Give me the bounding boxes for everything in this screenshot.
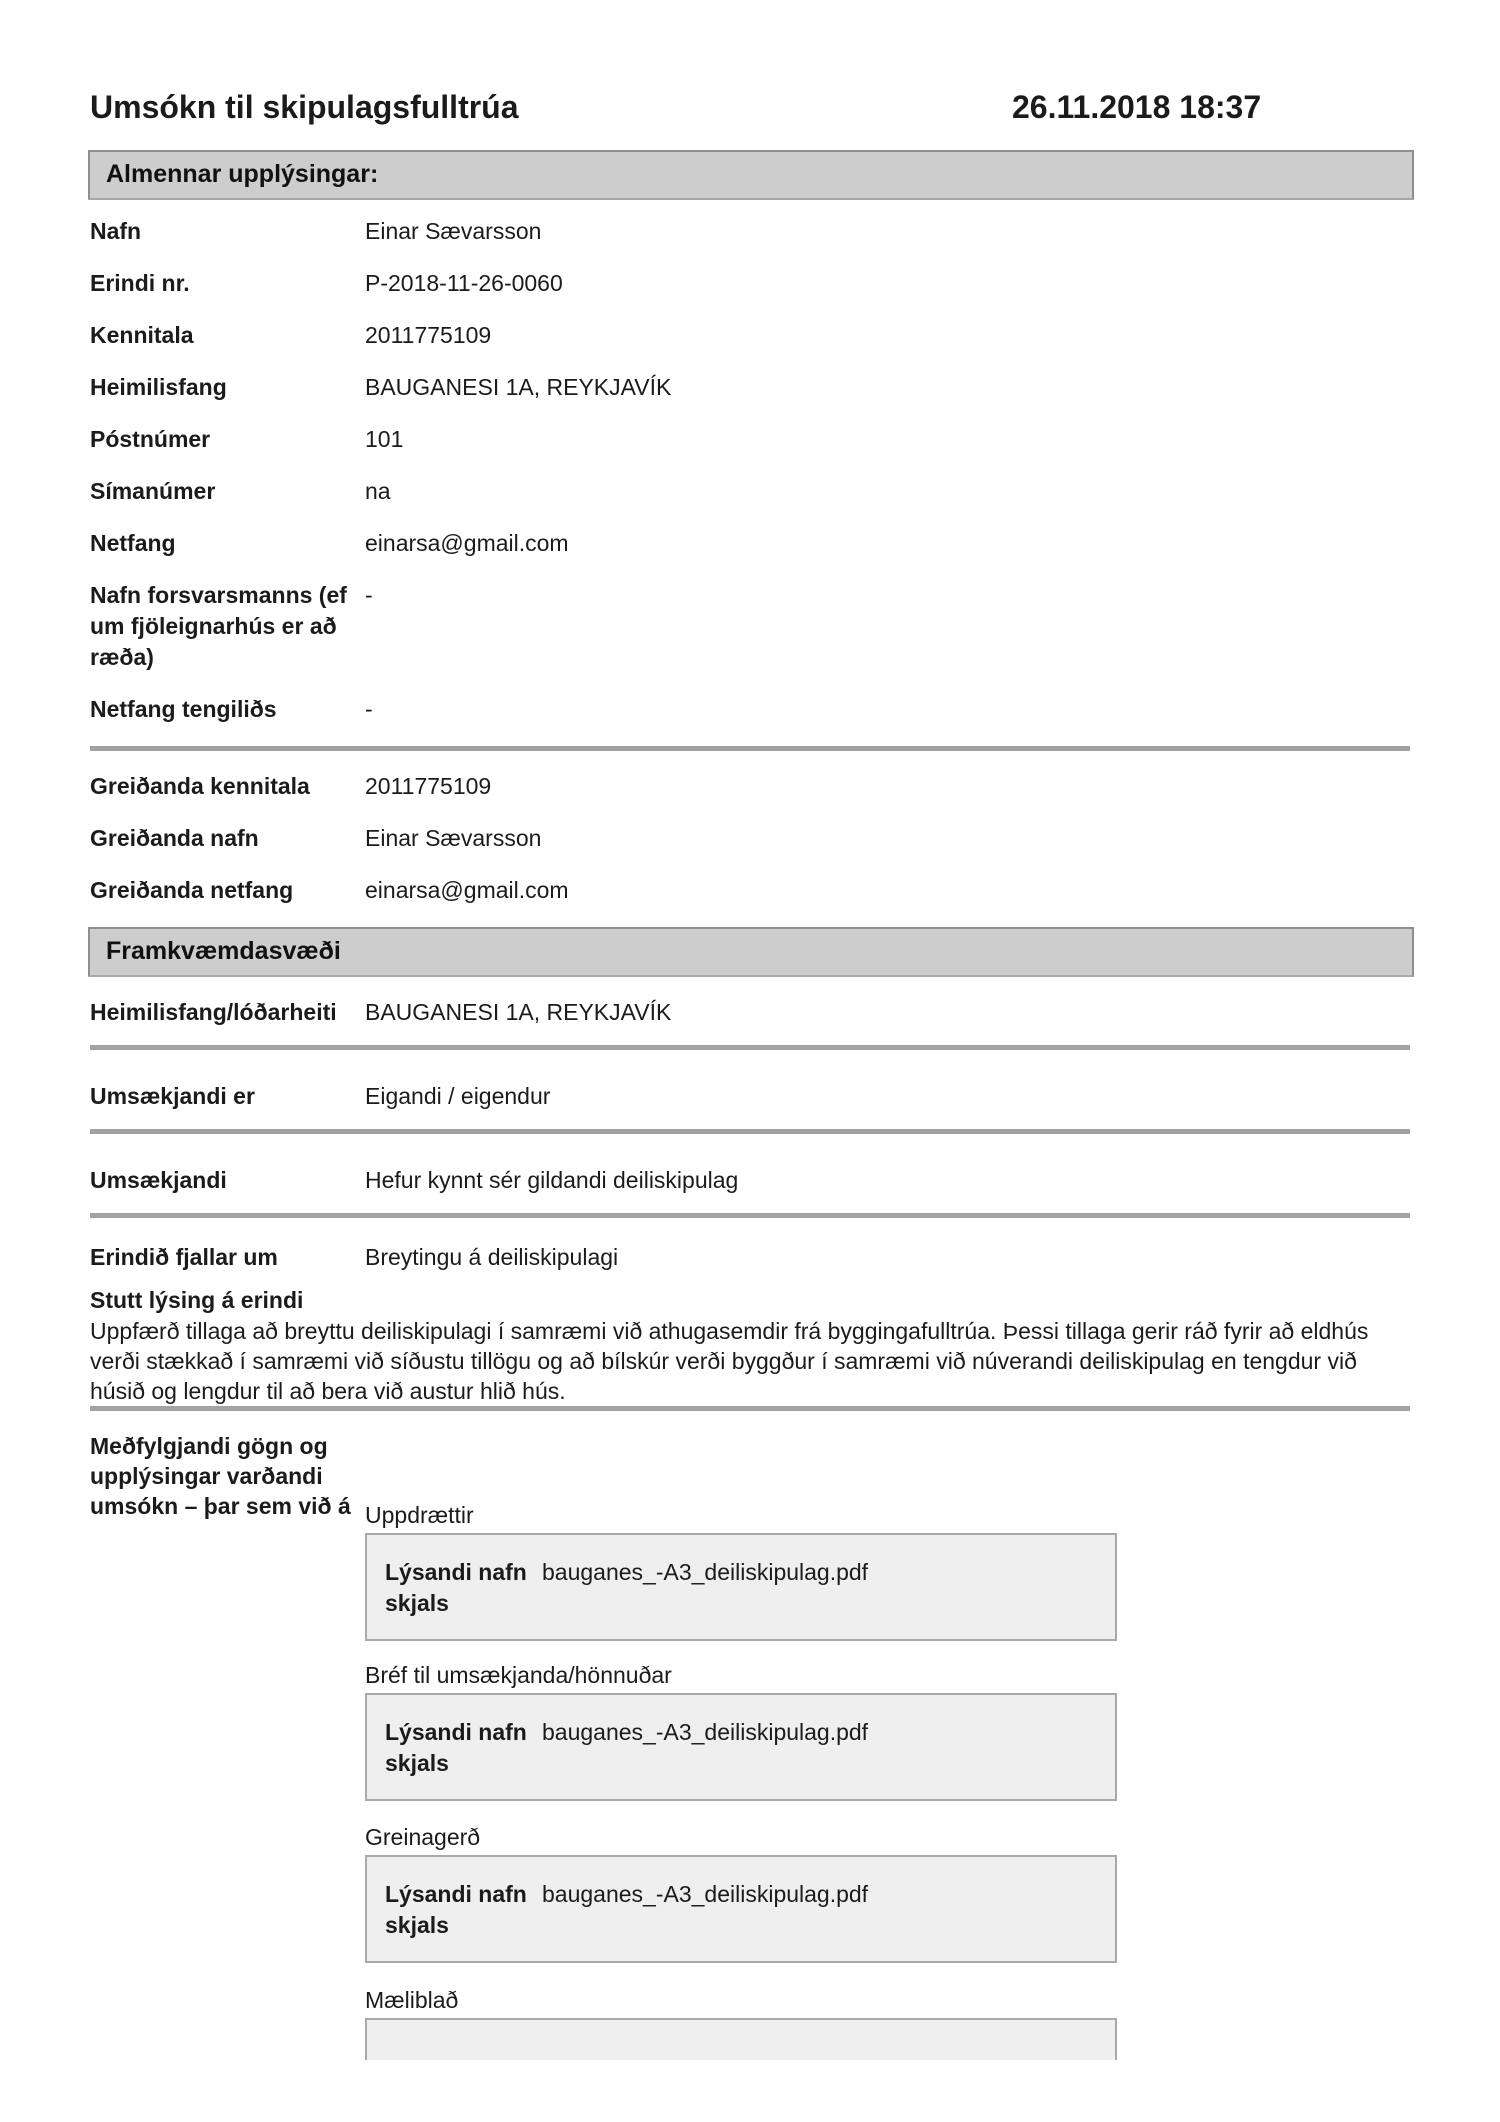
attachment-box — [365, 1855, 1117, 1963]
field-row-umsaekjandi — [90, 1165, 1410, 1196]
page-title: Umsókn til skipulagsfulltrúa — [90, 89, 519, 125]
attachment-filename — [385, 2030, 1105, 2060]
file-descriptive-name-label: Lýsandi nafn skjals — [385, 1881, 527, 1938]
field-label: Umsækjandi — [90, 1167, 227, 1193]
field-row-greidanda-netfang — [90, 875, 1410, 906]
attachment-box — [365, 1693, 1117, 1801]
row-divider — [90, 1213, 1410, 1218]
attachment-filename: bauganes_-A3_deiliskipulag.pdf — [542, 1881, 869, 1907]
field-label: Netfang — [90, 530, 176, 556]
field-label: Erindi nr. — [90, 270, 190, 296]
field-value: einarsa@gmail.com — [365, 877, 569, 903]
field-value: Hefur kynnt sér gildandi deiliskipulag — [365, 1167, 739, 1193]
field-row-netfang-tengilids — [90, 694, 1410, 725]
field-label: Erindið fjallar um — [90, 1244, 278, 1270]
payer-fields — [90, 771, 1410, 906]
document-header — [90, 88, 1410, 126]
file-descriptive-name-label: Lýsandi nafn skjals — [385, 1559, 527, 1616]
field-value: 2011775109 — [365, 773, 492, 799]
field-row-postnumer — [90, 424, 1410, 455]
file-descriptive-name-label: Lýsandi nafn skjals — [385, 1719, 527, 1776]
general-fields — [90, 216, 1410, 725]
field-value: Einar Sævarsson — [365, 218, 542, 244]
field-value: P-2018-11-26-0060 — [365, 270, 563, 296]
row-divider — [90, 1129, 1410, 1134]
row-divider — [90, 1045, 1410, 1050]
field-value: na — [365, 478, 391, 504]
attachment-category-greinagerd: Greinagerð — [365, 1824, 481, 1850]
field-value: BAUGANESI 1A, REYKJAVÍK — [365, 374, 672, 400]
description-text: Uppfærð tillaga að breyttu deiliskipulagi í samræmi við athugasemdir frá byggingafulltrúa. Þessi tillaga gerir ráð fyrir að eldhús verði stækkað í samræmi við síðustu tillögu og að bílskúr verði byggður í samræmi við núverandi deiliskipulag en tengdur við húsið og lengdur til að bera við austur hlið hús. — [90, 1318, 1369, 1404]
field-row-greidanda-nafn — [90, 823, 1410, 854]
attachments-list — [365, 1431, 1117, 2060]
field-label: Símanúmer — [90, 478, 216, 504]
field-value: Breytingu á deiliskipulagi — [365, 1244, 619, 1270]
field-value: 2011775109 — [365, 322, 492, 348]
attachment-category-maeliblad: Mæliblað — [365, 1987, 459, 2013]
attachment-box-clipped — [365, 2018, 1117, 2060]
field-label: Kennitala — [90, 322, 194, 348]
field-value: - — [365, 582, 373, 608]
field-row-simanumer — [90, 476, 1410, 507]
field-label: Umsækjandi er — [90, 1083, 255, 1109]
field-value: Einar Sævarsson — [365, 825, 542, 851]
attachments-section — [90, 1431, 1410, 2060]
field-value: Eigandi / eigendur — [365, 1083, 551, 1109]
field-label: Heimilisfang — [90, 374, 227, 400]
attachment-box — [365, 1533, 1117, 1641]
section-header-general: Almennar upplýsingar: — [88, 150, 1414, 200]
field-value: einarsa@gmail.com — [365, 530, 569, 556]
field-label: Heimilisfang/lóðarheiti — [90, 999, 337, 1025]
field-row-erindid-fjallar-um — [90, 1242, 1410, 1273]
field-row-greidanda-kennitala — [90, 771, 1410, 802]
field-label: Nafn forsvarsmanns (ef um fjöleignarhús er að ræða) — [90, 582, 347, 670]
field-row-nafn — [90, 216, 1410, 247]
field-row-forsvarsmanns — [90, 580, 1410, 673]
field-row-kennitala — [90, 320, 1410, 351]
row-divider — [90, 1406, 1410, 1411]
attachment-filename: bauganes_-A3_deiliskipulag.pdf — [542, 1719, 869, 1745]
section-header-project-area: Framkvæmdasvæði — [88, 927, 1414, 977]
field-row-netfang — [90, 528, 1410, 559]
field-value: - — [365, 696, 373, 722]
field-label: Póstnúmer — [90, 426, 211, 452]
field-row-erindi-nr — [90, 268, 1410, 299]
attachment-category-uppdraettir: Uppdrættir — [365, 1502, 474, 1528]
attachments-label: Meðfylgjandi gögn og upplýsingar varðandi umsókn – þar sem við á — [90, 1433, 351, 1519]
field-label: Greiðanda netfang — [90, 877, 294, 903]
document-datetime: 26.11.2018 18:37 — [1012, 89, 1262, 125]
field-value: 101 — [365, 426, 404, 452]
field-label: Greiðanda kennitala — [90, 773, 310, 799]
field-row-lodarheiti — [90, 997, 1410, 1028]
field-value: BAUGANESI 1A, REYKJAVÍK — [365, 999, 672, 1025]
field-row-umsaekjandi-er — [90, 1081, 1410, 1112]
description-heading: Stutt lýsing á erindi — [90, 1287, 304, 1313]
attachment-category-bref: Bréf til umsækjanda/hönnuðar — [365, 1662, 672, 1688]
field-label: Nafn — [90, 218, 142, 244]
field-row-heimilisfang — [90, 372, 1410, 403]
section-divider — [90, 746, 1410, 751]
attachment-filename: bauganes_-A3_deiliskipulag.pdf — [542, 1559, 869, 1585]
field-label: Greiðanda nafn — [90, 825, 259, 851]
field-label: Netfang tengiliðs — [90, 696, 277, 722]
